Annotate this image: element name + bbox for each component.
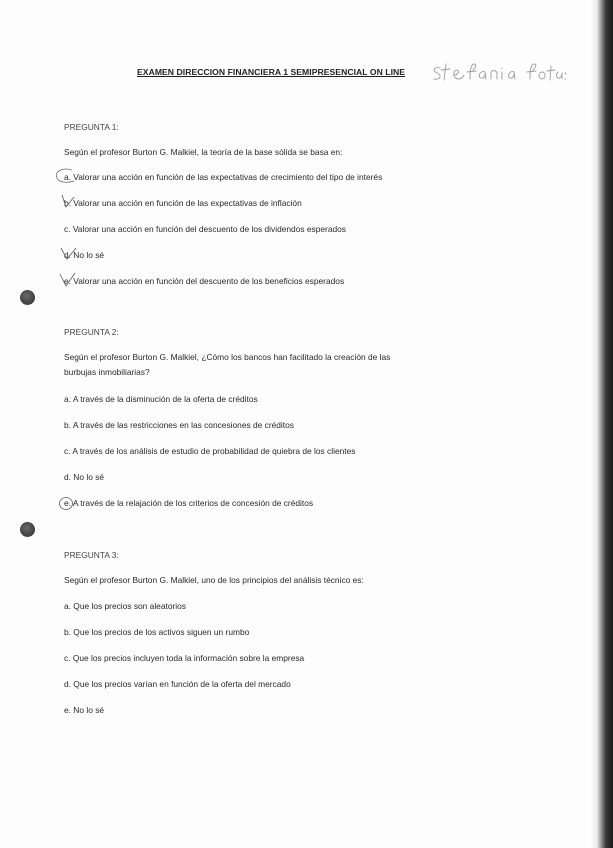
question-1-option-c[interactable]: c. Valorar una acción en función del descuento de los dividendos esperados (64, 224, 346, 234)
question-2-text (64, 350, 390, 379)
question-2-option-e[interactable]: e. A través de la relajación de los criterios de concesión de créditos (64, 498, 314, 508)
question-2-header: PREGUNTA 2: (64, 327, 119, 337)
question-2-option-d[interactable]: d. No lo sé (64, 472, 105, 482)
question-1-option-a[interactable]: a. Valorar una acción en función de las expectativas de crecimiento del tipo de interés (64, 172, 383, 182)
scanner-edge (597, 0, 613, 848)
question-1-text (64, 145, 342, 160)
handwritten-signature (430, 58, 566, 88)
question-1-header: PREGUNTA 1: (64, 122, 119, 132)
pen-mark-option-d (58, 245, 80, 263)
question-3-header: PREGUNTA 3: (64, 550, 119, 560)
pen-mark-option-b (58, 193, 78, 211)
question-1-text-line: Según el profesor Burton G. Malkiel, la teoría de la base sólida se basa en: (64, 147, 343, 157)
question-3-text (64, 573, 364, 588)
question-2-option-c[interactable]: c. A través de los análisis de estudio de probabilidad de quiebra de los clientes (64, 446, 356, 456)
pen-circle-option-e (57, 495, 75, 512)
question-3-option-c[interactable]: c. Que los precios incluyen toda la información sobre la empresa (64, 653, 305, 663)
pen-mark-option-a (52, 166, 82, 186)
question-3-option-a[interactable]: a. Que los precios son aleatorios (64, 601, 186, 611)
punch-hole-bottom (20, 522, 35, 537)
question-3-option-b[interactable]: b. Que los precios de los activos siguen un rumbo (64, 627, 250, 637)
exam-title: EXAMEN DIRECCION FINANCIERA 1 SEMIPRESENCIAL ON LINE (137, 67, 406, 77)
question-2-text-line: Según el profesor Burton G. Malkiel, ¿Cómo los bancos han facilitado la creación de las (64, 352, 391, 362)
punch-hole-top (20, 290, 35, 305)
question-3-text-line: Según el profesor Burton G. Malkiel, uno de los principios del análisis técnico es: (64, 575, 364, 585)
pen-mark-option-e (56, 270, 80, 292)
question-2-option-b[interactable]: b. A través de las restricciones en las concesiones de créditos (64, 420, 294, 430)
question-1-option-d[interactable]: d. No lo sé (64, 250, 105, 260)
question-2-text-line: burbujas inmobiliarias? (64, 366, 150, 377)
question-3-option-d[interactable]: d. Que los precios varían en función de la oferta del mercado (64, 679, 291, 689)
question-2-option-a[interactable]: a. A través de la disminución de la oferta de créditos (64, 394, 258, 404)
question-1-option-b[interactable]: b. Valorar una acción en función de las expectativas de inflación (64, 198, 302, 208)
question-3-option-e[interactable]: e. No lo sé (64, 705, 105, 715)
question-1-option-e[interactable]: e. Valorar una acción en función del descuento de los beneficios esperados (64, 276, 345, 286)
